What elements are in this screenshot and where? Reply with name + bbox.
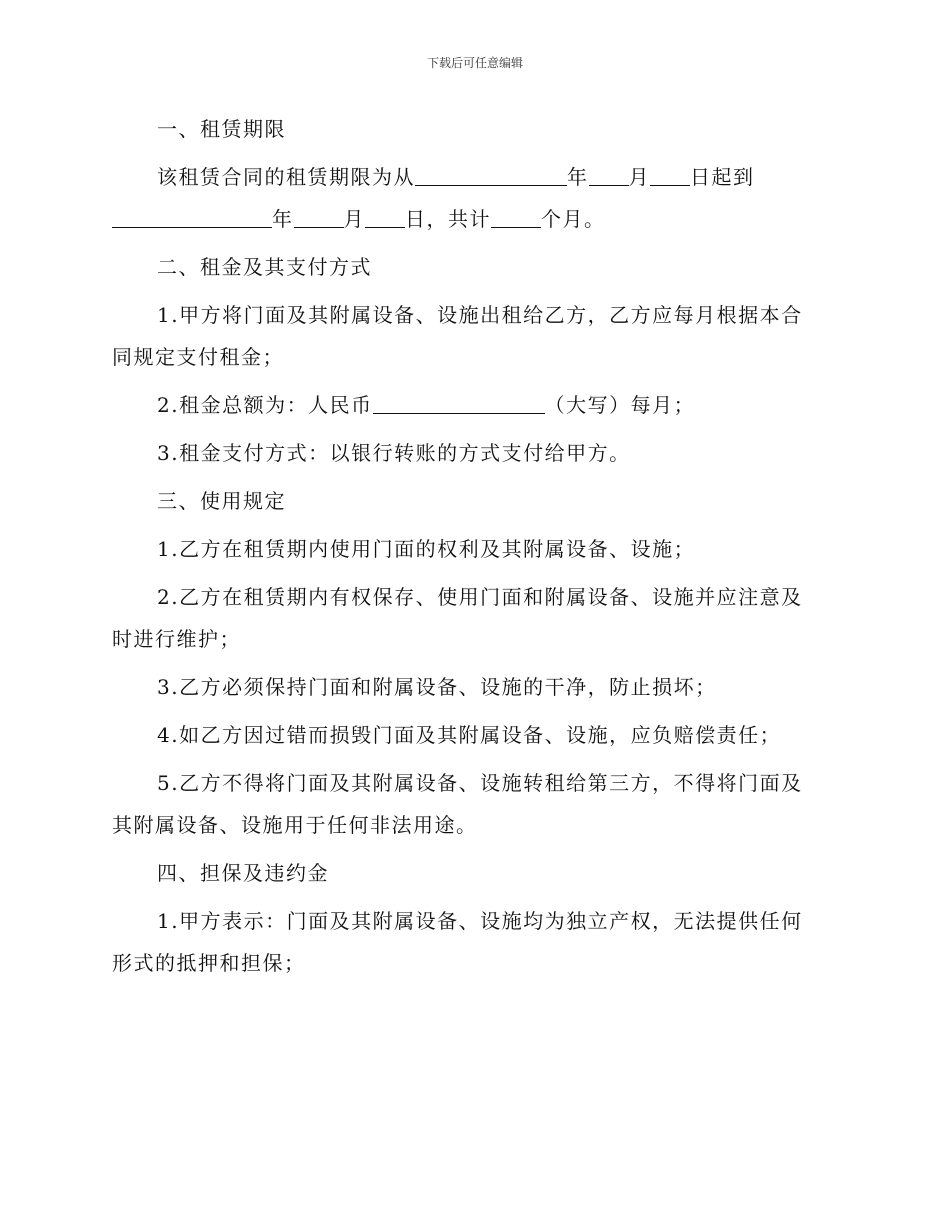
rent-total-text-2: （大写）每月； [544, 393, 696, 417]
usage-item-5: 5.乙方不得将门面及其附属设备、设施转租给第三方，不得将门面及其附属设备、设施用于任何非法用途。 [112, 771, 803, 837]
lease-term-text-5: 年 [272, 207, 294, 231]
lease-term-text-3: 月 [628, 165, 650, 189]
usage-item-4: 4.如乙方因过错而损毁门面及其附属设备、设施，应负赔偿责任； [157, 723, 782, 747]
rent-item-1: 1.甲方将门面及其附属设备、设施出租给乙方，乙方应每月根据本合同规定支付租金； [112, 303, 803, 369]
lease-term-text-4: 日起到 [690, 165, 755, 189]
usage-item-3: 3.乙方必须保持门面和附属设备、设施的干净，防止损坏； [157, 675, 717, 699]
section-heading-rent-payment: 二、租金及其支付方式 [157, 255, 372, 279]
document-body [112, 108, 824, 990]
lease-term-text-1: 该租赁合同的租赁期限为从 [157, 165, 415, 189]
lease-term-text-2: 年 [567, 165, 589, 189]
section-heading-guarantee: 四、担保及违约金 [157, 861, 329, 885]
rent-amount-blank[interactable] [373, 393, 545, 414]
start-month-blank[interactable] [589, 165, 629, 186]
rent-item-2 [112, 384, 824, 426]
usage-item-2: 2.乙方在租赁期内有权保存、使用门面和附属设备、设施并应注意及时进行维护； [112, 585, 803, 651]
lease-term-text-7: 日，共计 [405, 207, 491, 231]
guarantee-item-1: 1.甲方表示：门面及其附属设备、设施均为独立产权，无法提供任何形式的抵押和担保； [112, 909, 803, 975]
lease-term-text-8: 个月。 [541, 207, 606, 231]
rent-item-3: 3.租金支付方式：以银行转账的方式支付给甲方。 [157, 441, 631, 465]
start-year-blank[interactable] [415, 165, 567, 186]
end-year-blank[interactable] [112, 207, 272, 228]
usage-item-1: 1.乙方在租赁期内使用门面的权利及其附属设备、设施； [157, 537, 696, 561]
section-heading-lease-term: 一、租赁期限 [157, 117, 286, 141]
page-header: 下载后可任意编辑 [426, 56, 523, 70]
start-day-blank[interactable] [650, 165, 690, 186]
lease-term-text-6: 月 [343, 207, 365, 231]
rent-total-text-1: 2.租金总额为：人民币 [157, 393, 373, 417]
end-month-blank[interactable] [294, 207, 344, 228]
lease-term-paragraph [112, 156, 824, 240]
end-day-blank[interactable] [365, 207, 405, 228]
section-heading-usage-rules: 三、使用规定 [157, 489, 286, 513]
total-months-blank[interactable] [491, 207, 541, 228]
